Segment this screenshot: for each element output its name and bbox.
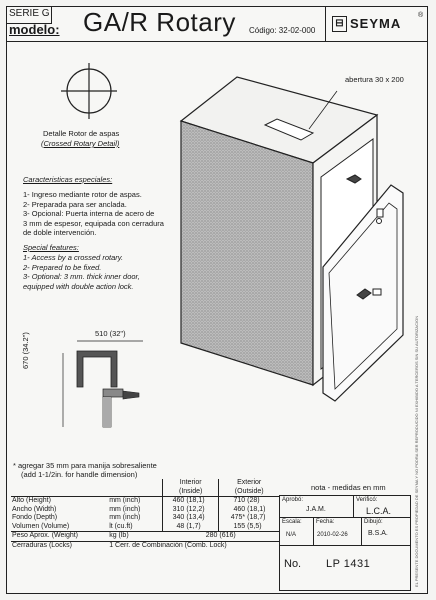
- table-row: [11, 514, 279, 523]
- table-row: [11, 541, 279, 550]
- seyma-logo-icon: ⊟: [332, 16, 347, 32]
- col-exterior-en: (Outside): [219, 488, 279, 497]
- aprobo-label: Aprobó:: [282, 497, 304, 503]
- features-en-list: [23, 253, 193, 291]
- cell-ext-in: (18,1): [247, 505, 266, 513]
- aprobo-value: J.A.M.: [306, 506, 326, 513]
- cell-ext: 460: [219, 506, 246, 515]
- no-label: No.: [284, 558, 302, 570]
- section-height-dim: 670 (34.2"): [21, 332, 30, 369]
- fecha-label: Fecha:: [316, 519, 335, 525]
- col-interior: Interior: [162, 479, 218, 488]
- row-unit: lt (cu.ft): [109, 522, 133, 530]
- cell-int: 460: [162, 497, 185, 506]
- list-item: 3- Optional: 3 mm. thick inner door,: [23, 272, 140, 281]
- cell-int: 340: [162, 514, 185, 523]
- cell-int-in: (12,2): [186, 505, 205, 513]
- row-label: Ancho (Width): [12, 505, 57, 513]
- cerraduras-value: 1 Cerr. de Combinación (Comb. Lock): [109, 541, 227, 549]
- brand-name: SEYMA: [350, 16, 402, 31]
- list-item: equipped with double action lock.: [23, 281, 134, 291]
- row-label: Volumen (Volume): [12, 522, 70, 530]
- abertura-label: abertura 30 x 200: [345, 75, 404, 84]
- table-row: [11, 532, 279, 542]
- cell-int-in: (18,1): [186, 497, 205, 504]
- handle-note-es: * agregar 35 mm para manija sobresaliente: [13, 461, 157, 470]
- cell-ext-in: (28): [247, 497, 260, 504]
- row-unit: mm (inch): [109, 514, 141, 521]
- nota-label: nota - medidas en mm: [311, 483, 386, 492]
- table-row: [11, 497, 279, 506]
- features-es-title: Caracteristicas especiales:: [23, 175, 113, 184]
- page-title: GA/R Rotary: [83, 7, 236, 37]
- specs-table: [11, 479, 279, 550]
- cell-int: 48: [162, 523, 185, 532]
- cerraduras-label: Cerraduras (Locks): [12, 541, 72, 549]
- fecha-cell: [314, 518, 362, 546]
- col-interior-en: (Inside): [162, 488, 218, 497]
- row-label: Fondo (Depth): [12, 514, 58, 521]
- peso-label: Peso Aprox. (Weight): [12, 532, 79, 539]
- safe-isometric-drawing: [177, 67, 413, 407]
- cell-int-in: (13,4): [186, 514, 205, 521]
- registered-mark: ®: [418, 12, 424, 19]
- escala-value: N/A: [286, 532, 297, 538]
- cell-ext-in: (5,5): [247, 522, 262, 530]
- serie-label: SERIE G: [9, 8, 50, 19]
- cell-int: 310: [162, 506, 185, 515]
- table-row: [11, 523, 279, 532]
- row-unit: mm (inch): [109, 505, 141, 513]
- rotor-detail-title-en: (Crossed Rotary Detail): [41, 139, 120, 148]
- cell-ext: 155: [219, 523, 246, 532]
- codigo-label: Código: 32-02-000: [249, 26, 316, 35]
- list-item: 2- Prepared to be fixed.: [23, 262, 102, 272]
- section-drawing: [51, 335, 147, 431]
- dibujo-cell: [362, 518, 410, 546]
- verifico-value: L.C.A.: [366, 506, 392, 516]
- numero-cell: [280, 546, 410, 590]
- no-value: LP 1431: [326, 558, 371, 570]
- list-item: 2- Preparada para ser anclada.: [23, 199, 127, 209]
- verifico-label: Verificó:: [356, 497, 378, 503]
- table-header-row: [11, 488, 279, 497]
- verifico-cell: [354, 496, 410, 518]
- peso-unit: kg (lb): [109, 532, 129, 539]
- row-label: Alto (Height): [12, 497, 51, 504]
- dibujo-label: Dibujó:: [364, 519, 383, 525]
- table-row: [11, 506, 279, 515]
- table-header-row: [11, 479, 279, 488]
- col-exterior: Exterior: [219, 479, 279, 488]
- row-unit: mm (inch): [109, 497, 141, 504]
- escala-label: Escala:: [282, 519, 302, 525]
- list-item: 3- Opcional: Puerta interna de acero de: [23, 209, 155, 218]
- modelo-label: modelo:: [9, 22, 60, 37]
- list-item: 1- Ingreso mediante rotor de aspas.: [23, 190, 142, 199]
- list-item: 3 mm de espesor, equipada con cerradura: [23, 218, 164, 228]
- peso-value: 280 (616): [205, 532, 236, 539]
- list-item: 1- Access by a crossed rotary.: [23, 253, 124, 262]
- features-en-title: Special features:: [23, 243, 79, 252]
- section-width-dim: 510 (32"): [95, 329, 126, 338]
- cell-ext: 710: [219, 497, 246, 506]
- rotor-detail-title-es: Detalle Rotor de aspas: [43, 129, 120, 138]
- handle-note-en: (add 1-1/2in. for handle dimension): [21, 470, 138, 479]
- list-item: de doble intervención.: [23, 228, 97, 237]
- drawing-sheet: [6, 6, 428, 594]
- escala-cell: [280, 518, 314, 546]
- rotor-detail-drawing: [59, 61, 119, 121]
- header: [7, 7, 427, 42]
- cell-ext: 475*: [219, 514, 246, 523]
- cell-int-in: (1,7): [186, 522, 201, 530]
- brand-block: [325, 7, 428, 41]
- dibujo-value: B.S.A.: [368, 530, 388, 537]
- features-es-list: [23, 190, 193, 238]
- aprobo-cell: [280, 496, 354, 518]
- title-block: [279, 495, 411, 591]
- fecha-value: 2010-02-26: [317, 532, 348, 538]
- cell-ext-in: (18,7): [247, 514, 266, 521]
- vertical-notice: EL PRESENTE DOCUMENTO ES PROPIEDAD DE SEYMA Y NO PODRA SER REPRODUCIDO NI EXHIBIDO A TERCEROS SIN SU AUTORIZACION: [414, 315, 419, 587]
